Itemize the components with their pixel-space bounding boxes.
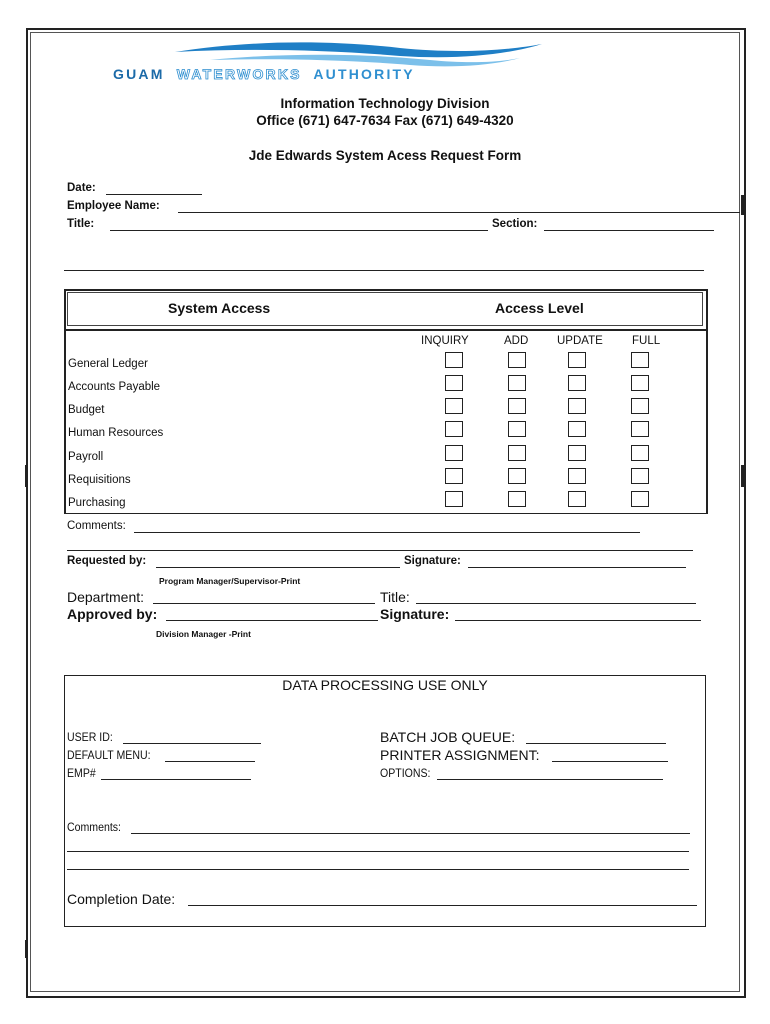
- comments-label: Comments:: [67, 520, 126, 532]
- access-checkbox-add[interactable]: [508, 398, 526, 414]
- logo-wave-icon: [170, 38, 550, 68]
- access-checkbox-inquiry[interactable]: [445, 398, 463, 414]
- system-row-label: Budget: [68, 404, 105, 416]
- access-checkbox-full[interactable]: [631, 375, 649, 391]
- title-field[interactable]: [110, 230, 488, 231]
- access-checkbox-add[interactable]: [508, 468, 526, 484]
- printer-assignment-label: PRINTER ASSIGNMENT:: [380, 747, 540, 763]
- system-access-header: System Access: [168, 300, 271, 316]
- comments-field[interactable]: [134, 532, 640, 533]
- data-processing-box: [64, 675, 706, 927]
- approved-by-label: Approved by:: [67, 606, 158, 622]
- default-menu-field[interactable]: [165, 761, 255, 762]
- access-checkbox-full[interactable]: [631, 491, 649, 507]
- completion-date-label: Completion Date:: [67, 891, 176, 907]
- division-manager-note: Division Manager -Print: [156, 629, 251, 639]
- title-label: Title:: [67, 218, 95, 230]
- access-checkbox-inquiry[interactable]: [445, 491, 463, 507]
- access-checkbox-full[interactable]: [631, 421, 649, 437]
- system-row-label: Payroll: [68, 451, 104, 463]
- access-checkbox-full[interactable]: [631, 398, 649, 414]
- access-checkbox-add[interactable]: [508, 375, 526, 391]
- access-table-body: [64, 327, 708, 514]
- program-manager-note: Program Manager/Supervisor-Print: [159, 576, 301, 586]
- access-checkbox-full[interactable]: [631, 352, 649, 368]
- completion-date-field[interactable]: [188, 905, 697, 906]
- access-checkbox-update[interactable]: [568, 421, 586, 437]
- division-name: Information Technology Division: [280, 96, 490, 111]
- batch-job-queue-label: BATCH JOB QUEUE:: [380, 729, 516, 745]
- requested-signature-label: Signature:: [404, 555, 461, 567]
- user-id-label: USER ID:: [67, 730, 113, 744]
- options-field[interactable]: [437, 779, 663, 780]
- access-checkbox-update[interactable]: [568, 352, 586, 368]
- dp-comments-label: Comments:: [67, 820, 121, 834]
- frame-tick-right-top: [741, 195, 744, 215]
- user-id-field[interactable]: [123, 743, 261, 744]
- dp-comments-field[interactable]: [131, 833, 690, 834]
- access-checkbox-inquiry[interactable]: [445, 352, 463, 368]
- access-level-header: Access Level: [495, 300, 584, 316]
- approved-by-field[interactable]: [166, 620, 378, 621]
- access-checkbox-add[interactable]: [508, 445, 526, 461]
- logo-word-3: AUTHORITY: [313, 66, 415, 82]
- requested-by-label: Requested by:: [67, 555, 147, 567]
- date-field[interactable]: [106, 194, 202, 195]
- approver-title-field[interactable]: [416, 603, 696, 604]
- emp-number-label: EMP#: [67, 766, 96, 780]
- system-row-label: Purchasing: [68, 497, 126, 509]
- access-checkbox-full[interactable]: [631, 445, 649, 461]
- batch-job-queue-field[interactable]: [526, 743, 666, 744]
- approved-signature-label: Signature:: [380, 606, 450, 622]
- section-field[interactable]: [544, 230, 714, 231]
- logo-word-1: GUAM: [113, 66, 165, 82]
- system-row-label: Accounts Payable: [68, 381, 161, 393]
- access-checkbox-inquiry[interactable]: [445, 421, 463, 437]
- approver-title-label: Title:: [380, 589, 410, 605]
- access-checkbox-full[interactable]: [631, 468, 649, 484]
- section-label: Section:: [492, 218, 538, 230]
- requested-signature-field[interactable]: [468, 567, 686, 568]
- logo-word-2: WATERWORKS: [176, 66, 302, 82]
- frame-tick-left: [25, 465, 28, 487]
- date-label: Date:: [67, 182, 96, 194]
- options-label: OPTIONS:: [380, 766, 431, 780]
- divider-rule: [64, 270, 704, 271]
- access-checkbox-add[interactable]: [508, 352, 526, 368]
- system-row-label: Human Resources: [68, 427, 164, 439]
- access-checkbox-update[interactable]: [568, 468, 586, 484]
- frame-tick-right: [741, 465, 744, 487]
- access-checkbox-update[interactable]: [568, 445, 586, 461]
- form-title: Jde Edwards System Acess Request Form: [248, 148, 522, 163]
- col-update: UPDATE: [557, 335, 603, 347]
- employee-name-label: Employee Name:: [67, 200, 160, 212]
- system-row-label: General Ledger: [68, 358, 148, 370]
- access-checkbox-update[interactable]: [568, 375, 586, 391]
- col-add: ADD: [504, 335, 529, 347]
- access-checkbox-update[interactable]: [568, 398, 586, 414]
- department-label: Department:: [67, 589, 145, 605]
- col-full: FULL: [632, 335, 661, 347]
- printer-assignment-field[interactable]: [552, 761, 668, 762]
- access-checkbox-add[interactable]: [508, 421, 526, 437]
- access-checkbox-add[interactable]: [508, 491, 526, 507]
- comments-field-line-2[interactable]: [67, 550, 693, 551]
- logo-org-name: [113, 66, 608, 82]
- access-checkbox-inquiry[interactable]: [445, 445, 463, 461]
- dp-comments-line-2[interactable]: [67, 851, 689, 852]
- requested-by-field[interactable]: [156, 567, 400, 568]
- office-contact: Office (671) 647-7634 Fax (671) 649-4320: [256, 113, 514, 128]
- emp-number-field[interactable]: [101, 779, 251, 780]
- access-table-header-inner: [67, 292, 703, 326]
- employee-name-field[interactable]: [178, 212, 740, 213]
- frame-tick-left-bottom: [25, 940, 28, 958]
- approved-signature-field[interactable]: [455, 620, 701, 621]
- access-checkbox-inquiry[interactable]: [445, 468, 463, 484]
- col-inquiry: INQUIRY: [421, 335, 469, 347]
- system-row-label: Requisitions: [68, 474, 131, 486]
- dp-comments-line-3[interactable]: [67, 869, 689, 870]
- default-menu-label: DEFAULT MENU:: [67, 748, 151, 762]
- department-field[interactable]: [153, 603, 375, 604]
- access-checkbox-update[interactable]: [568, 491, 586, 507]
- data-processing-title: DATA PROCESSING USE ONLY: [282, 677, 488, 693]
- access-checkbox-inquiry[interactable]: [445, 375, 463, 391]
